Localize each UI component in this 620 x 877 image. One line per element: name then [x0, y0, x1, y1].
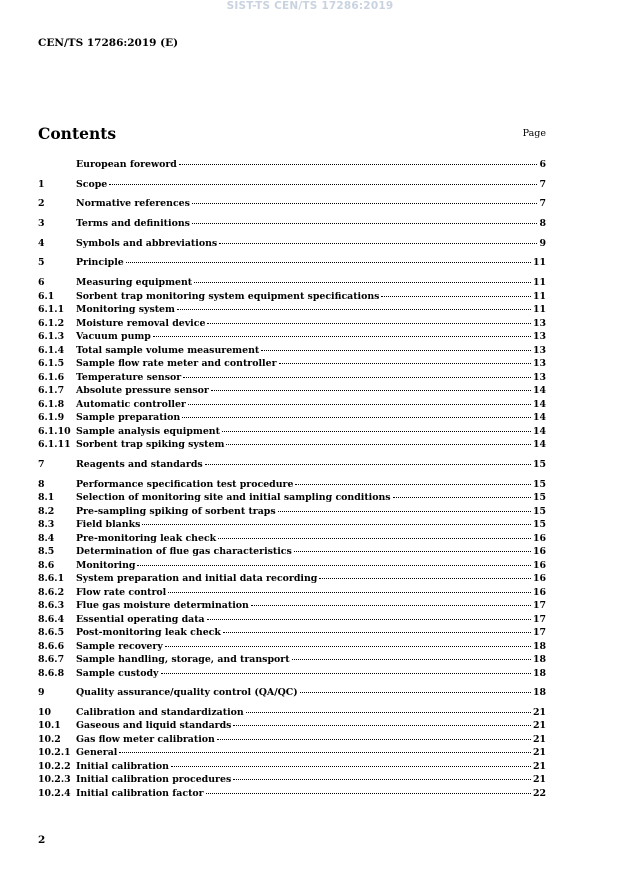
toc-entry[interactable] [38, 357, 546, 371]
toc-entry-page: 22 [532, 787, 546, 799]
toc-entry-title: Essential operating data [76, 613, 205, 625]
toc-entry[interactable] [38, 197, 546, 211]
toc-entry-number: 10.2 [38, 733, 61, 745]
toc-entry-title: Selection of monitoring site and initial sampling conditions [76, 492, 391, 503]
toc-entry-number: 10 [38, 706, 52, 718]
toc-entry-title: European foreword [76, 159, 177, 170]
toc-entry-number: 8.1 [38, 492, 55, 503]
toc-entry-page: 21 [532, 774, 546, 786]
toc-entry-number: 6.1.1 [38, 304, 65, 316]
toc-entry-page: 14 [532, 425, 546, 437]
toc-entry-number: 10.2.3 [38, 774, 71, 786]
toc-dot-leader [165, 646, 531, 647]
toc-dot-leader [393, 497, 531, 498]
toc-entry[interactable] [38, 491, 546, 505]
toc-entry-number: 8.6.3 [38, 600, 65, 611]
toc-dot-leader [211, 390, 531, 391]
toc-entry-title: General [76, 747, 118, 759]
toc-entry-number: 6.1.6 [38, 371, 65, 383]
table-of-contents [38, 158, 546, 800]
toc-entry-number: 10.2.4 [38, 787, 71, 799]
toc-entry-page: 17 [532, 600, 546, 611]
toc-entry[interactable] [38, 760, 546, 774]
toc-entry-page: 9 [539, 237, 546, 249]
contents-heading: Contents [38, 124, 117, 143]
toc-entry-number: 6.1.4 [38, 344, 65, 356]
toc-entry-title: Initial calibration procedures [76, 774, 232, 786]
watermark: SIST-TS CEN/TS 17286:2019 [226, 0, 394, 12]
toc-dot-leader [126, 262, 531, 263]
toc-entry[interactable] [38, 613, 546, 627]
toc-dot-leader [292, 659, 531, 660]
toc-entry[interactable] [38, 384, 546, 398]
toc-entry[interactable] [38, 398, 546, 412]
toc-entry-page: 17 [532, 627, 546, 638]
toc-dot-leader [137, 565, 530, 566]
toc-entry-title: Post-monitoring leak check [76, 627, 221, 638]
toc-entry[interactable] [38, 572, 546, 586]
toc-entry-number: 8 [38, 478, 45, 490]
toc-entry-title: Initial calibration [76, 760, 169, 772]
toc-entry-page: 21 [532, 720, 546, 732]
toc-entry[interactable] [38, 545, 546, 559]
toc-entry[interactable] [38, 640, 546, 654]
toc-entry[interactable] [38, 787, 546, 801]
toc-entry-title: Pre-monitoring leak check [76, 532, 217, 544]
toc-entry-number: 6.1.8 [38, 398, 65, 410]
toc-dot-leader [171, 766, 531, 767]
toc-entry-page: 7 [539, 178, 546, 190]
toc-dot-leader [223, 632, 531, 633]
toc-entry-title: Measuring equipment [76, 277, 193, 289]
toc-entry[interactable] [38, 330, 546, 344]
toc-entry-number: 8.3 [38, 519, 55, 530]
toc-entry-page: 15 [532, 458, 546, 470]
toc-dot-leader [295, 484, 531, 485]
toc-entry-page: 16 [532, 586, 546, 598]
toc-entry[interactable] [38, 505, 546, 519]
toc-entry-number: 6.1.11 [38, 439, 71, 451]
toc-dot-leader [207, 323, 531, 324]
toc-entry-number: 6.1.5 [38, 358, 65, 370]
toc-entry-page: 16 [532, 532, 546, 544]
toc-entry[interactable] [38, 667, 546, 681]
toc-entry-page: 18 [532, 667, 546, 679]
toc-entry-number: 8.6.1 [38, 573, 65, 584]
toc-entry-title: Flue gas moisture determination [76, 600, 249, 611]
toc-entry[interactable] [38, 217, 546, 231]
toc-entry-title: Sample recovery [76, 640, 163, 652]
toc-entry-page: 11 [532, 304, 546, 316]
toc-dot-leader [179, 164, 538, 165]
toc-entry[interactable] [38, 653, 546, 667]
toc-entry-title: Sample flow rate meter and controller [76, 358, 277, 370]
toc-entry-page: 6 [539, 159, 546, 170]
toc-dot-leader [177, 309, 531, 310]
toc-dot-leader [161, 673, 531, 674]
toc-entry-number: 8.5 [38, 546, 55, 557]
toc-dot-leader [219, 243, 537, 244]
toc-entry-number: 6.1 [38, 290, 55, 302]
toc-entry[interactable] [38, 626, 546, 640]
toc-entry-number: 7 [38, 458, 45, 470]
toc-entry-number: 6.1.7 [38, 385, 65, 397]
toc-entry-title: Gaseous and liquid standards [76, 720, 232, 732]
toc-entry[interactable] [38, 586, 546, 600]
toc-entry-page: 15 [532, 505, 546, 517]
toc-dot-leader [153, 336, 531, 337]
toc-dot-leader [205, 464, 531, 465]
toc-entry-number: 6 [38, 277, 45, 289]
toc-entry[interactable] [38, 746, 546, 760]
toc-entry[interactable] [38, 599, 546, 613]
toc-entry-page: 21 [532, 760, 546, 772]
toc-entry-title: Temperature sensor [76, 371, 182, 383]
toc-entry-page: 15 [532, 478, 546, 490]
toc-dot-leader [109, 184, 537, 185]
toc-entry-number: 8.6.5 [38, 627, 65, 638]
toc-dot-leader [207, 619, 531, 620]
toc-entry-page: 11 [532, 277, 546, 289]
toc-entry[interactable] [38, 276, 546, 290]
toc-entry-title: Monitoring system [76, 304, 175, 316]
toc-entry-page: 17 [532, 613, 546, 625]
toc-dot-leader [218, 538, 531, 539]
toc-entry-title: System preparation and initial data recording [76, 573, 318, 584]
toc-entry[interactable] [38, 237, 546, 251]
toc-entry-page: 15 [532, 492, 546, 503]
toc-entry-page: 13 [532, 358, 546, 370]
toc-entry[interactable] [38, 719, 546, 733]
toc-entry-number: 5 [38, 257, 45, 269]
toc-entry-title: Sample analysis equipment [76, 425, 220, 437]
toc-entry[interactable] [38, 371, 546, 385]
toc-dot-leader [246, 712, 531, 713]
toc-dot-leader [319, 578, 531, 579]
toc-entry-page: 21 [532, 706, 546, 718]
toc-entry[interactable] [38, 686, 546, 700]
toc-entry[interactable] [38, 256, 546, 270]
toc-dot-leader [278, 511, 531, 512]
toc-entry-page: 13 [532, 371, 546, 383]
toc-entry[interactable] [38, 478, 546, 492]
toc-dot-leader [294, 551, 531, 552]
toc-dot-leader [168, 592, 531, 593]
toc-entry-page: 16 [532, 573, 546, 584]
toc-dot-leader [226, 444, 531, 445]
toc-entry-title: Pre-sampling spiking of sorbent traps [76, 505, 276, 517]
toc-dot-leader [142, 524, 531, 525]
toc-entry-number: 10.1 [38, 720, 61, 732]
toc-entry-number: 4 [38, 237, 45, 249]
toc-entry-title: Principle [76, 257, 124, 269]
toc-dot-leader [279, 363, 531, 364]
page-column-label: Page [522, 128, 546, 139]
toc-dot-leader [222, 431, 531, 432]
toc-entry-title: Performance specification test procedure [76, 478, 294, 490]
toc-entry[interactable] [38, 773, 546, 787]
toc-entry-number: 3 [38, 218, 45, 230]
toc-entry-title: Flow rate control [76, 586, 167, 598]
toc-entry-page: 16 [532, 559, 546, 571]
toc-entry-number: 8.6.6 [38, 640, 65, 652]
toc-entry[interactable] [38, 178, 546, 192]
toc-dot-leader [206, 793, 531, 794]
toc-entry-page: 13 [532, 331, 546, 343]
toc-entry-number: 8.6.8 [38, 667, 65, 679]
toc-dot-leader [182, 417, 531, 418]
toc-entry-page: 14 [532, 439, 546, 451]
document-id: CEN/TS 17286:2019 (E) [38, 37, 179, 49]
toc-entry-title: Symbols and abbreviations [76, 237, 218, 249]
toc-entry[interactable] [38, 290, 546, 304]
toc-dot-leader [233, 779, 531, 780]
toc-entry-page: 8 [539, 218, 546, 230]
toc-entry-page: 11 [532, 257, 546, 269]
toc-entry[interactable] [38, 518, 546, 532]
toc-entry-title: Sorbent trap spiking system [76, 439, 225, 451]
toc-entry-title: Normative references [76, 198, 190, 210]
toc-entry-title: Gas flow meter calibration [76, 733, 215, 745]
toc-entry-number: 9 [38, 687, 45, 699]
toc-entry[interactable] [38, 458, 546, 472]
toc-entry-page: 18 [532, 654, 546, 665]
toc-entry-page: 14 [532, 385, 546, 397]
toc-entry[interactable] [38, 317, 546, 331]
toc-entry[interactable] [38, 158, 546, 172]
toc-entry-title: Sorbent trap monitoring system equipment specifications [76, 290, 380, 302]
toc-entry-title: Total sample volume measurement [76, 344, 260, 356]
toc-entry[interactable] [38, 438, 546, 452]
toc-entry-number: 8.6.4 [38, 613, 65, 625]
toc-dot-leader [192, 203, 538, 204]
toc-entry-number: 6.1.10 [38, 425, 71, 437]
toc-entry-title: Monitoring [76, 559, 136, 571]
toc-entry[interactable] [38, 559, 546, 573]
toc-entry-page: 16 [532, 546, 546, 557]
toc-dot-leader [233, 725, 531, 726]
toc-dot-leader [188, 404, 531, 405]
toc-entry[interactable] [38, 411, 546, 425]
toc-entry-title: Moisture removal device [76, 317, 206, 329]
toc-entry-page: 18 [532, 640, 546, 652]
toc-entry[interactable] [38, 425, 546, 439]
toc-entry[interactable] [38, 303, 546, 317]
toc-dot-leader [261, 350, 531, 351]
toc-entry-number: 8.4 [38, 532, 55, 544]
toc-entry-page: 14 [532, 398, 546, 410]
toc-entry-title: Sample preparation [76, 412, 181, 424]
toc-entry-page: 18 [532, 687, 546, 699]
toc-entry-number: 10.2.2 [38, 760, 71, 772]
toc-entry-number: 8.2 [38, 505, 55, 517]
toc-entry-page: 21 [532, 747, 546, 759]
toc-entry-page: 7 [539, 198, 546, 210]
toc-entry-title: Vacuum pump [76, 331, 151, 343]
toc-entry-title: Determination of flue gas characteristics [76, 546, 292, 557]
page-number: 2 [38, 834, 46, 846]
toc-entry-number: 10.2.1 [38, 747, 71, 759]
toc-dot-leader [217, 739, 531, 740]
toc-entry-number: 6.1.3 [38, 331, 65, 343]
toc-entry-title: Calibration and standardization [76, 706, 244, 718]
toc-entry-title: Terms and definitions [76, 218, 190, 230]
toc-entry-number: 6.1.2 [38, 317, 65, 329]
toc-entry-title: Sample handling, storage, and transport [76, 654, 290, 665]
toc-entry-page: 15 [532, 519, 546, 530]
toc-entry-page: 11 [532, 290, 546, 302]
toc-dot-leader [251, 605, 531, 606]
toc-entry-title: Scope [76, 178, 108, 190]
toc-entry-page: 14 [532, 412, 546, 424]
toc-entry-number: 6.1.9 [38, 412, 65, 424]
toc-entry[interactable] [38, 706, 546, 720]
toc-entry-title: Quality assurance/quality control (QA/QC) [76, 687, 298, 699]
toc-entry-title: Absolute pressure sensor [76, 385, 209, 397]
toc-entry-title: Initial calibration factor [76, 787, 204, 799]
toc-entry-title: Automatic controller [76, 398, 186, 410]
toc-entry-title: Sample custody [76, 667, 159, 679]
toc-entry-page: 13 [532, 317, 546, 329]
toc-entry-number: 8.6 [38, 559, 55, 571]
toc-entry[interactable] [38, 532, 546, 546]
toc-entry-number: 8.6.7 [38, 654, 65, 665]
toc-entry-number: 2 [38, 198, 45, 210]
toc-entry-number: 8.6.2 [38, 586, 65, 598]
toc-dot-leader [381, 296, 530, 297]
toc-dot-leader [119, 752, 531, 753]
toc-dot-leader [194, 282, 531, 283]
toc-entry-number: 1 [38, 178, 45, 190]
toc-entry-title: Reagents and standards [76, 458, 203, 470]
toc-entry-page: 13 [532, 344, 546, 356]
toc-dot-leader [183, 377, 531, 378]
toc-entry-title: Field blanks [76, 519, 141, 530]
toc-entry-page: 21 [532, 733, 546, 745]
toc-entry[interactable] [38, 733, 546, 747]
toc-dot-leader [192, 223, 538, 224]
toc-dot-leader [300, 692, 531, 693]
toc-entry[interactable] [38, 344, 546, 358]
